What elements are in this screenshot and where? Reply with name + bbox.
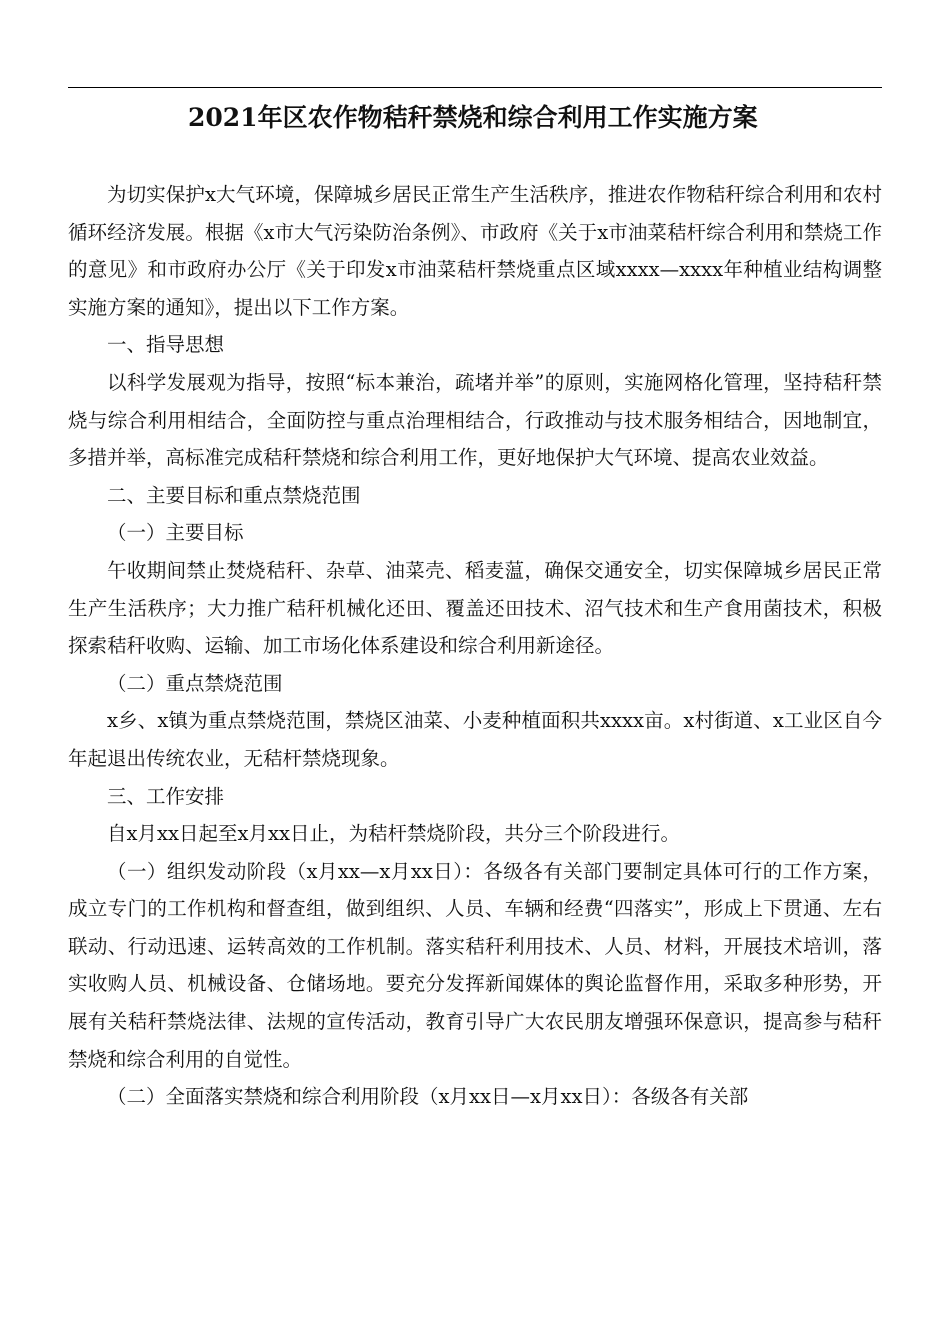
stage-one-paragraph: （一）组织发动阶段（x月xx—x月xx日）：各级各有关部门要制定具体可行的工作方案，成立专门的工作机构和督查组，做到组织、人员、车辆和经费“四落实”，形成上下贯通、左右联动、行动迅速、运转高效的工作机制。落实秸秆利用技术、人员、材料，开展技术培训，落实收购人员、机械设备、仓储场地。要充分发挥新闻媒体的舆论监督作用，采取多种形势，开展有关秸秆禁烧法律、法规的宣传活动，教育引导广大农民朋友增强环保意识，提高参与秸秆禁烧和综合利用的自觉性。 (68, 859, 882, 1071)
header-rule (68, 87, 882, 88)
section-heading-work-arrangement: 三、工作安排 (107, 784, 225, 808)
key-ban-scope-paragraph: x乡、x镇为重点禁烧范围，禁烧区油菜、小麦种植面积共xxxx亩。x村街道、x工业区自今年起退出传统农业，无秸杆禁烧现象。 (68, 709, 882, 770)
stage-two-paragraph: （二）全面落实禁烧和综合利用阶段（x月xx日—x月xx日）：各级各有关部 (107, 1085, 749, 1109)
document-title: 2021年区农作物秸秆禁烧和综合利用工作实施方案 (188, 103, 758, 132)
subsection-heading-main-goals: （一）主要目标 (107, 521, 244, 545)
guiding-ideology-paragraph: 以科学发展观为指导，按照“标本兼治，疏堵并举”的原则，实施网格化管理，坚持秸秆禁烧与综合利用相结合，全面防控与重点治理相结合，行政推动与技术服务相结合，因地制宜，多措并举，高标准完成秸秆禁烧和综合利用工作，更好地保护大气环境、提高农业效益。 (68, 370, 882, 470)
intro-paragraph: 为切实保护x大气环境，保障城乡居民正常生产生活秩序，推进农作物秸秆综合利用和农村循环经济发展。根据《x市大气污染防治条例》、市政府《关于x市油菜秸杆综合利用和禁烧工作的意见》和市政府办公厅《关于印发x市油菜秸杆禁烧重点区域xxxx—xxxx年种植业结构调整实施方案的通知》，提出以下工作方案。 (68, 183, 882, 319)
section-heading-goals-and-scope: 二、主要目标和重点禁烧范围 (107, 483, 361, 507)
main-goals-paragraph: 午收期间禁止焚烧秸秆、杂草、油菜壳、稻麦蕰，确保交通安全，切实保障城乡居民正常生产生活秩序；大力推广秸秆机械化还田、覆盖还田技术、沼气技术和生产食用菌技术，积极探索秸秆收购、运输、加工市场化体系建设和综合利用新途径。 (68, 558, 882, 658)
document-body (68, 176, 882, 1116)
subsection-heading-key-ban-scope: （二）重点禁烧范围 (107, 671, 283, 695)
work-arrangement-intro-paragraph: 自x月xx日起至x月xx日止，为秸杆禁烧阶段，共分三个阶段进行。 (107, 822, 680, 846)
section-heading-guiding-ideology: 一、指导思想 (107, 333, 225, 357)
